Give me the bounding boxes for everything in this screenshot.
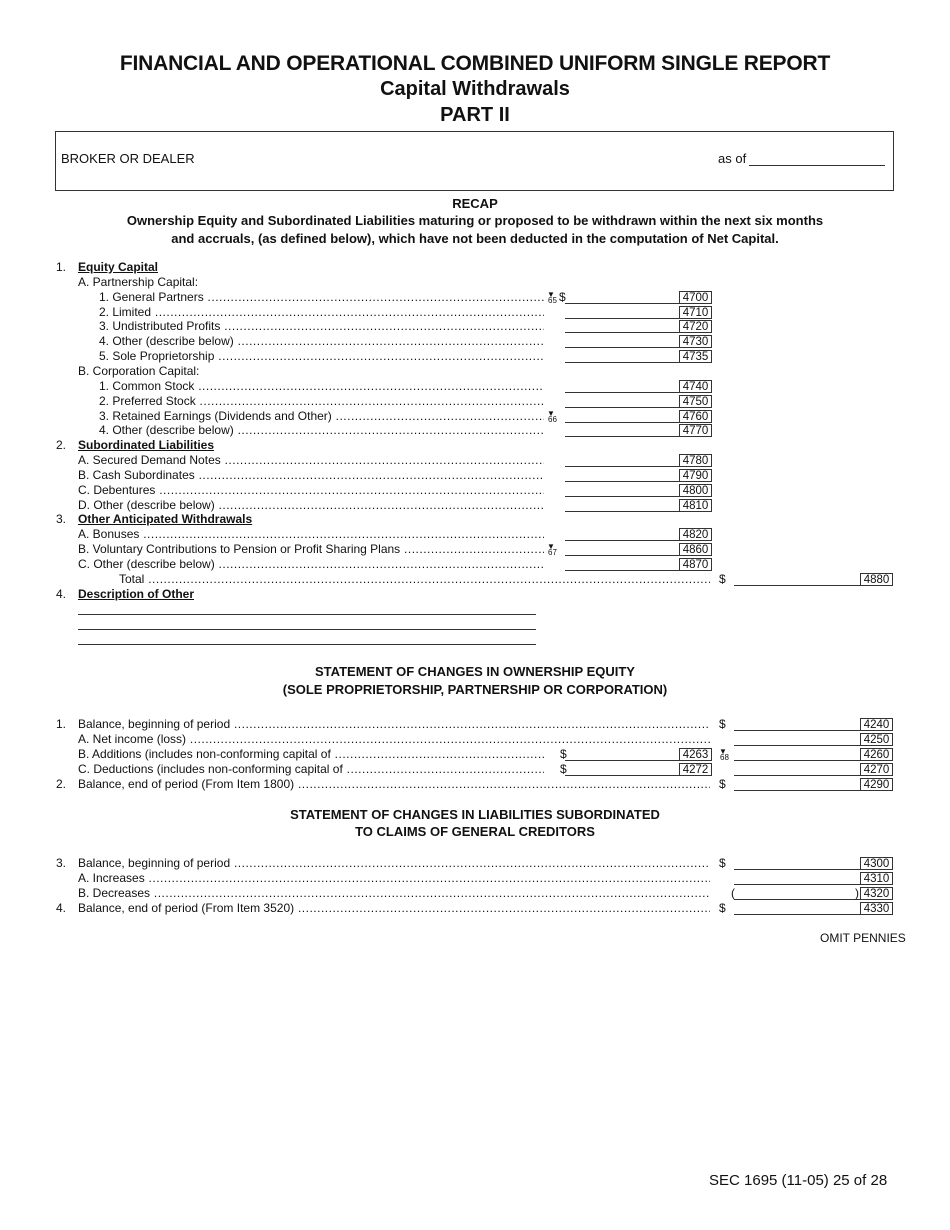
dollar-sign: $ <box>719 777 726 791</box>
row-number: 4. <box>56 587 67 601</box>
row-label: 2. Limited ..... <box>99 305 544 320</box>
form-part: PART II <box>440 104 510 126</box>
amount-field[interactable] <box>565 349 679 363</box>
row-label: C. Debentures ..... <box>78 483 544 498</box>
reference-number: 67 <box>548 548 557 557</box>
form-title: FINANCIAL AND OPERATIONAL COMBINED UNIFORM SINGLE REPORT <box>119 52 831 75</box>
amount-field[interactable] <box>734 901 860 915</box>
line-code-box: 4240 <box>860 718 893 731</box>
row-label: B. Additions (includes non-conforming capital of ..... <box>78 747 544 762</box>
recap-row <box>0 394 950 409</box>
line-code-box: 4870 <box>679 558 712 571</box>
page-footer: SEC 1695 (11-05) 25 of 28 <box>709 1172 888 1189</box>
row-label: A. Secured Demand Notes ..... <box>78 453 544 468</box>
amount-field[interactable] <box>565 319 679 333</box>
amount-field[interactable] <box>734 762 860 776</box>
row-label: 1. Common Stock ..... <box>99 379 544 394</box>
triangle-icon: ▼ <box>719 747 727 756</box>
recap-row <box>0 512 950 527</box>
line-code-box: 4263 <box>679 748 712 761</box>
recap-description-2: and accruals, (as defined below), which have not been deducted in the computation of Net Capital. <box>171 231 779 246</box>
equity-heading-1: STATEMENT OF CHANGES IN OWNERSHIP EQUITY <box>315 664 635 679</box>
dollar-sign: $ <box>560 747 567 761</box>
reference-marker-icon <box>547 290 557 305</box>
triangle-icon: ▼ <box>547 409 555 418</box>
amount-field[interactable] <box>565 483 679 497</box>
line-code-box: 4740 <box>679 380 712 393</box>
recap-row <box>0 409 950 424</box>
subordinated-heading-1: STATEMENT OF CHANGES IN LIABILITIES SUBORDINATED <box>290 807 660 822</box>
line-code-box: 4700 <box>679 291 712 304</box>
recap-row <box>0 542 950 557</box>
amount-field[interactable] <box>565 557 679 571</box>
recap-row <box>0 364 950 379</box>
reference-marker-icon <box>719 747 729 762</box>
row-label: Equity Capital <box>78 260 159 274</box>
amount-field[interactable] <box>734 747 860 761</box>
dollar-sign: $ <box>719 856 726 870</box>
line-code-box: 4250 <box>860 733 893 746</box>
line-code-box: 4770 <box>679 424 712 437</box>
recap-row <box>0 305 950 320</box>
line-code-box: 4720 <box>679 320 712 333</box>
line-code-box: 4800 <box>679 484 712 497</box>
line-code-box: 4820 <box>679 528 712 541</box>
line-code-box: 4810 <box>679 499 712 512</box>
recap-row <box>0 319 950 334</box>
amount-field[interactable] <box>734 886 860 900</box>
line-code-box: 4860 <box>679 543 712 556</box>
line-code-box: 4790 <box>679 469 712 482</box>
recap-heading: RECAP <box>452 196 498 211</box>
amount-field[interactable] <box>734 777 860 791</box>
line-code-box: 4310 <box>860 872 893 885</box>
statement-row <box>0 871 950 886</box>
amount-field[interactable] <box>565 290 679 304</box>
subordinated-heading-2: TO CLAIMS OF GENERAL CREDITORS <box>355 824 595 839</box>
row-label: B. Voluntary Contributions to Pension or Profit Sharing Plans ..... <box>78 542 544 557</box>
recap-row <box>0 379 950 394</box>
row-number: 3. <box>56 512 67 526</box>
amount-field[interactable] <box>565 305 679 319</box>
recap-row <box>0 468 950 483</box>
row-label: Balance, beginning of period ..... <box>78 717 710 732</box>
row-label: Balance, end of period (From Item 3520) ..... <box>78 901 710 916</box>
amount-field[interactable] <box>734 871 860 885</box>
statement-row <box>0 747 950 762</box>
line-code-box: 4300 <box>860 857 893 870</box>
amount-field[interactable] <box>565 453 679 467</box>
line-code-box: 4710 <box>679 306 712 319</box>
row-label: Balance, beginning of period ..... <box>78 856 710 871</box>
row-label: A. Net income (loss) ..... <box>78 732 710 747</box>
reference-number: 65 <box>548 296 557 305</box>
amount-field[interactable] <box>565 542 679 556</box>
recap-row <box>0 334 950 349</box>
broker-dealer-label: BROKER OR DEALER <box>61 151 195 166</box>
as-of-field[interactable] <box>749 165 885 166</box>
row-label: Description of Other <box>78 587 195 601</box>
dollar-sign: $ <box>719 572 726 586</box>
row-label: 3. Retained Earnings (Dividends and Other) ..... <box>99 409 544 424</box>
row-label: A. Bonuses ..... <box>78 527 544 542</box>
row-number: 2. <box>56 438 67 452</box>
form-subtitle: Capital Withdrawals <box>380 78 570 100</box>
description-line[interactable] <box>78 615 536 630</box>
triangle-icon: ▼ <box>547 290 555 299</box>
statement-row <box>0 762 950 777</box>
recap-row <box>0 260 950 275</box>
dollar-sign: $ <box>559 290 566 304</box>
amount-field[interactable] <box>734 856 860 870</box>
reference-marker-icon <box>547 409 557 424</box>
row-label: D. Other (describe below) ..... <box>78 498 544 513</box>
row-label: 3. Undistributed Profits ..... <box>99 319 544 334</box>
amount-field[interactable] <box>565 747 679 761</box>
row-label: B. Decreases ..... <box>78 886 710 901</box>
amount-field[interactable] <box>734 572 860 586</box>
row-label: Total ..... <box>119 572 710 587</box>
recap-row <box>0 498 950 513</box>
row-label: 2. Preferred Stock ..... <box>99 394 544 409</box>
row-number: 3. <box>56 856 67 870</box>
recap-row <box>0 349 950 364</box>
row-label: 5. Sole Proprietorship ..... <box>99 349 544 364</box>
line-code-box: 4760 <box>679 410 712 423</box>
line-code-box: 4260 <box>860 748 893 761</box>
row-label: C. Other (describe below) ..... <box>78 557 544 572</box>
omit-pennies-note: OMIT PENNIES <box>820 931 906 945</box>
recap-row <box>0 483 950 498</box>
recap-row <box>0 275 950 290</box>
row-label: B. Cash Subordinates ..... <box>78 468 544 483</box>
row-label: Other Anticipated Withdrawals <box>78 512 253 526</box>
line-code-box: 4320 <box>860 887 893 900</box>
dollar-sign: $ <box>719 901 726 915</box>
line-code-box: 4730 <box>679 335 712 348</box>
row-label: B. Corporation Capital: <box>78 364 200 378</box>
recap-row <box>0 290 950 305</box>
recap-row <box>0 557 950 572</box>
amount-field[interactable] <box>565 498 679 512</box>
recap-row <box>0 438 950 453</box>
row-number: 4. <box>56 901 67 915</box>
as-of-label: as of <box>718 151 747 166</box>
amount-field[interactable] <box>565 527 679 541</box>
row-label: Balance, end of period (From Item 1800) ..... <box>78 777 710 792</box>
row-label: 4. Other (describe below) ..... <box>99 423 544 438</box>
dollar-sign: $ <box>719 717 726 731</box>
amount-field[interactable] <box>565 379 679 393</box>
recap-description-1: Ownership Equity and Subordinated Liabilities maturing or proposed to be withdrawn within the next six months <box>126 213 824 228</box>
row-label: C. Deductions (includes non-conforming capital of ..... <box>78 762 544 777</box>
statement-row <box>0 732 950 747</box>
reference-number: 66 <box>548 415 557 424</box>
statement-row <box>0 901 950 916</box>
amount-field[interactable] <box>565 468 679 482</box>
line-code-box: 4735 <box>679 350 712 363</box>
open-parenthesis: ( <box>731 886 735 900</box>
equity-heading-2: (SOLE PROPRIETORSHIP, PARTNERSHIP OR CORPORATION) <box>282 682 668 697</box>
row-label: Subordinated Liabilities <box>78 438 215 452</box>
amount-field[interactable] <box>734 717 860 731</box>
line-code-box: 4272 <box>679 763 712 776</box>
row-label: 1. General Partners ..... <box>99 290 544 305</box>
line-code-box: 4750 <box>679 395 712 408</box>
row-label: 4. Other (describe below) ..... <box>99 334 544 349</box>
amount-field[interactable] <box>565 394 679 408</box>
description-line[interactable] <box>78 600 536 615</box>
amount-field[interactable] <box>565 762 679 776</box>
recap-row <box>0 527 950 542</box>
close-parenthesis: ) <box>855 886 859 900</box>
row-number: 2. <box>56 777 67 791</box>
row-number: 1. <box>56 260 67 274</box>
reference-marker-icon <box>547 542 557 557</box>
line-code-box: 4270 <box>860 763 893 776</box>
statement-row <box>0 717 950 732</box>
statement-row <box>0 856 950 871</box>
reference-number: 68 <box>720 753 729 762</box>
recap-row <box>0 423 950 438</box>
dollar-sign: $ <box>560 762 567 776</box>
amount-field[interactable] <box>734 732 860 746</box>
line-code-box: 4290 <box>860 778 893 791</box>
line-code-box: 4780 <box>679 454 712 467</box>
row-label: A. Increases ..... <box>78 871 710 886</box>
broker-header-box <box>55 131 894 191</box>
row-number: 1. <box>56 717 67 731</box>
amount-field[interactable] <box>565 409 679 423</box>
recap-row <box>0 572 950 587</box>
amount-field[interactable] <box>565 334 679 348</box>
description-line[interactable] <box>78 630 536 645</box>
statement-row <box>0 886 950 901</box>
triangle-icon: ▼ <box>547 542 555 551</box>
amount-field[interactable] <box>565 423 679 437</box>
row-label: A. Partnership Capital: <box>78 275 199 289</box>
statement-row <box>0 777 950 792</box>
line-code-box: 4330 <box>860 902 893 915</box>
line-code-box: 4880 <box>860 573 893 586</box>
recap-row <box>0 453 950 468</box>
